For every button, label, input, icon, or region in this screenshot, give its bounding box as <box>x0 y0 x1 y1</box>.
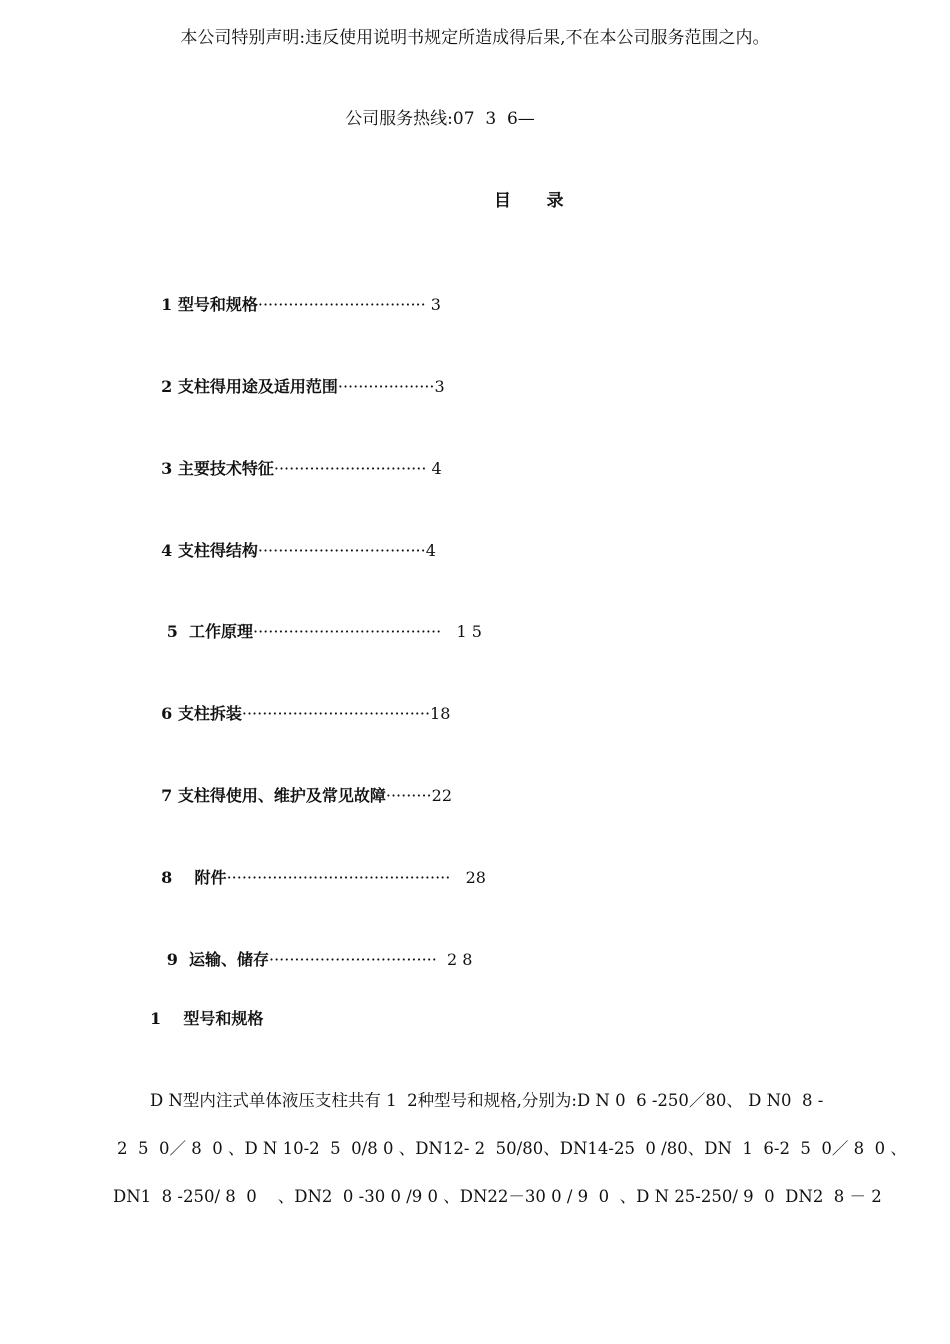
toc-item-page: 28 <box>450 868 486 887</box>
toc-item-page: 3 <box>434 377 445 396</box>
toc-item-page: 4 <box>426 459 442 478</box>
toc-item-page: 22 <box>431 786 452 805</box>
toc-item[interactable] <box>150 354 445 398</box>
toc-item-label: 4 支柱得结构 <box>161 541 258 560</box>
toc-item-dots: ····································· <box>241 704 431 723</box>
toc-item[interactable] <box>150 927 472 971</box>
toc-item[interactable] <box>150 436 442 480</box>
toc-item-dots: ································· <box>269 950 437 969</box>
toc-item[interactable] <box>150 518 436 562</box>
toc-item[interactable] <box>150 681 450 725</box>
toc-item-label: 1 型号和规格 <box>161 295 258 314</box>
toc-item-label: 9 运输、储存 <box>161 950 269 969</box>
toc-item-dots: ····································· <box>253 622 442 641</box>
toc-item-label: 2 支柱得用途及适用范围 <box>161 377 338 396</box>
toc-item-dots: ··················· <box>337 377 435 396</box>
toc-item[interactable] <box>150 763 452 807</box>
toc-item-label: 7 支柱得使用、维护及常见故障 <box>161 786 386 805</box>
toc-item-label: 6 支柱拆装 <box>161 704 242 723</box>
toc-title: 目 录 <box>494 191 564 211</box>
toc-item-page: 3 <box>425 295 441 314</box>
toc-item[interactable] <box>150 272 441 316</box>
toc-item-page: 18 <box>430 704 451 723</box>
paragraph-line: DN1 8 -250/ 8 0 、DN2 0 -30 0 /9 0 、DN22－30 0 / 9 0 、D N 25-250/ 9 0 DN2 8 － 2 <box>113 1187 882 1206</box>
toc-item-dots: ································· <box>257 295 426 314</box>
paragraph-line: D N型内注式单体液压支柱共有 1 2种型号和规格,分别为:D N 0 6 -250／80、 D N0 8 - <box>150 1091 824 1110</box>
toc-item-dots: ································· <box>257 541 426 560</box>
toc-item-label: 5 工作原理 <box>161 622 253 641</box>
toc-item[interactable] <box>150 845 486 889</box>
toc-item-dots: ········· <box>385 786 432 805</box>
section-heading: 1 型号和规格 <box>150 1009 264 1028</box>
service-hotline: 公司服务热线:07 3 6— <box>345 109 535 129</box>
toc-item-dots: ············································ <box>226 868 451 887</box>
company-notice: 本公司特别声明:违反使用说明书规定所造成得后果,不在本公司服务范围之内。 <box>180 28 770 48</box>
toc-item-page: 2 8 <box>436 950 473 969</box>
toc-item[interactable] <box>150 599 482 643</box>
toc-item-page: 1 5 <box>441 622 482 641</box>
paragraph-line: 2 5 0／ 8 0 、D N 10-2 5 0/8 0 、DN12- 2 50/80、DN14-25 0 /80、DN 1 6-2 5 0／ 8 0 、 <box>117 1139 907 1158</box>
toc-item-dots: ······························ <box>273 459 427 478</box>
toc-item-page: 4 <box>425 541 436 560</box>
toc-item-label: 8 附件 <box>161 868 227 887</box>
toc-item-label: 3 主要技术特征 <box>161 459 274 478</box>
